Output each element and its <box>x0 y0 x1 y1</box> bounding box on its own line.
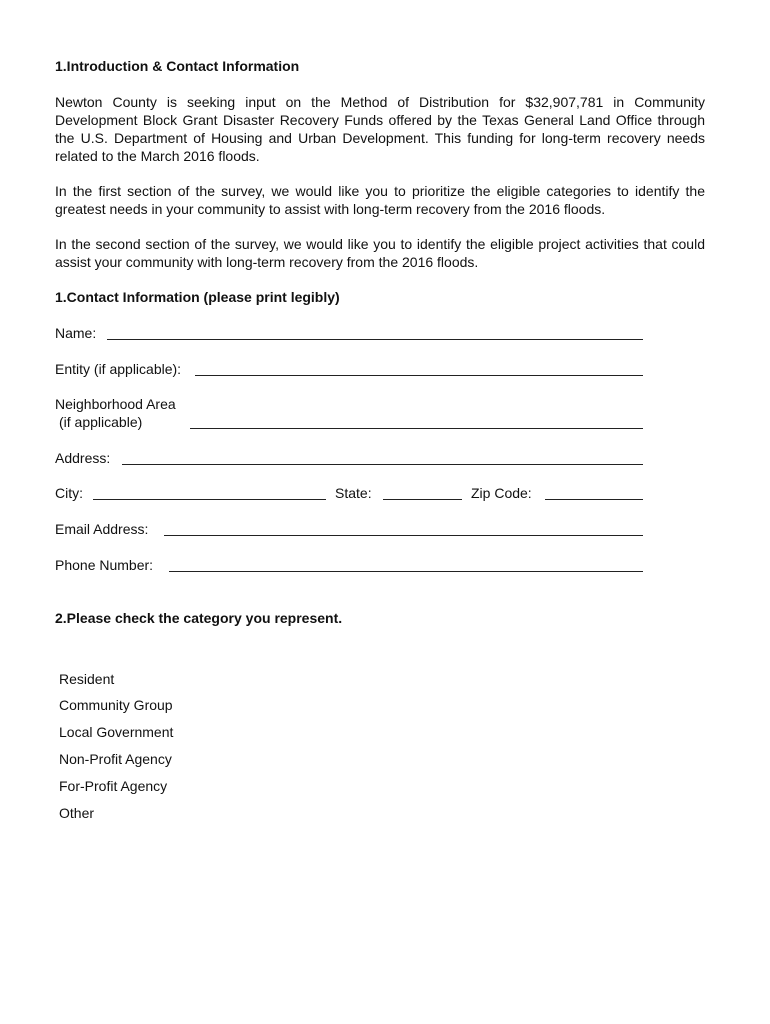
category-option-local-government[interactable]: Local Government <box>59 724 174 740</box>
section-heading-introduction: 1.Introduction & Contact Information <box>55 58 300 74</box>
category-option-for-profit[interactable]: For-Profit Agency <box>59 778 168 794</box>
category-heading: 2.Please check the category you represent. <box>55 610 343 626</box>
address-label: Address: <box>55 450 111 466</box>
neighborhood-label: Neighborhood Area <box>55 396 176 412</box>
zip-code-field[interactable] <box>545 499 643 500</box>
second-section-paragraph: In the second section of the survey, we would like you to identify the eligible project activities that could assist your community with long-term recovery from the 2016 floods. <box>55 236 705 270</box>
neighborhood-label-note: (if applicable) <box>59 414 143 430</box>
category-option-non-profit[interactable]: Non-Profit Agency <box>59 751 172 767</box>
intro-paragraph: Newton County is seeking input on the Method of Distribution for $32,907,781 in Community Development Block Grant Disaster Recovery Funds offered by the Texas General Land Office through the U.S. Department of Housing and Urban Development. This funding for long-term recovery needs related to the March 2016 floods. <box>55 94 705 164</box>
entity-field[interactable] <box>195 375 643 376</box>
address-field[interactable] <box>122 464 643 465</box>
state-label: State: <box>335 485 372 501</box>
email-label: Email Address: <box>55 521 149 537</box>
email-field[interactable] <box>164 535 643 536</box>
entity-label: Entity (if applicable): <box>55 361 182 377</box>
category-option-other[interactable]: Other <box>59 805 95 821</box>
contact-info-heading: 1.Contact Information (please print legibly) <box>55 289 340 305</box>
phone-label: Phone Number: <box>55 557 154 573</box>
state-field[interactable] <box>383 499 462 500</box>
city-label: City: <box>55 485 83 501</box>
city-field[interactable] <box>93 499 326 500</box>
category-option-resident[interactable]: Resident <box>59 671 115 687</box>
phone-field[interactable] <box>169 571 643 572</box>
zip-code-label: Zip Code: <box>471 485 532 501</box>
name-field[interactable] <box>107 339 643 340</box>
neighborhood-field[interactable] <box>190 428 643 429</box>
category-option-community-group[interactable]: Community Group <box>59 697 173 713</box>
name-label: Name: <box>55 325 97 341</box>
first-section-paragraph: In the first section of the survey, we would like you to prioritize the eligible categories to identify the greatest needs in your community to assist with long-term recovery from the 2016 floods. <box>55 183 705 217</box>
